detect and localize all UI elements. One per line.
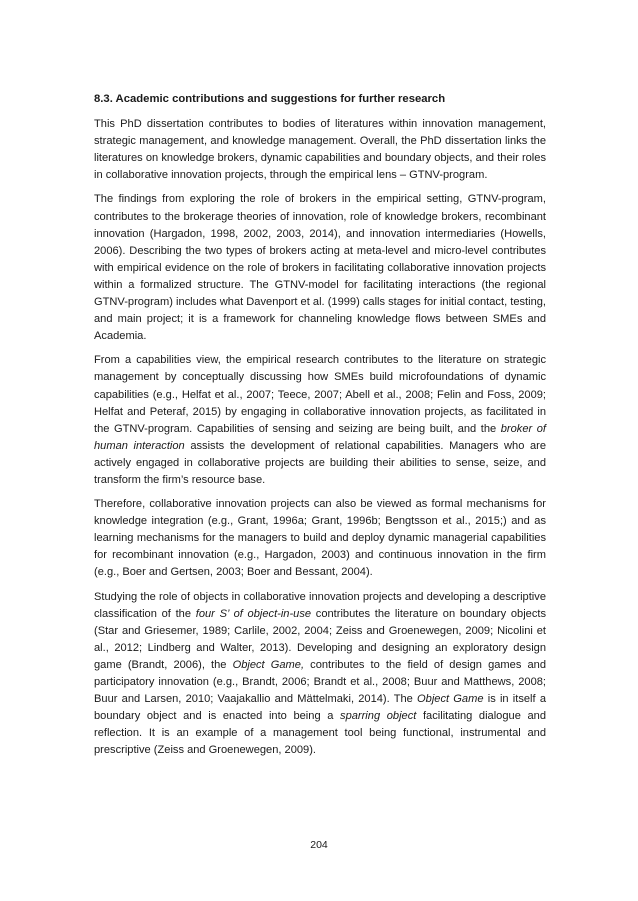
section-heading: 8.3. Academic contributions and suggestions for further research [94,93,446,105]
text-segment: contributes the literature on boundary objects (Star and Griesemer, 1989; Carlile, 2002, 2004; Zeiss and Groenewegen, 2009; Nicolini et al., 2012; Lindberg and Walter, 2013). Developing and designing an exploratory design game (Brandt, 2006), the [94,607,547,671]
text-segment: Therefore, collaborative innovation projects can also be viewed as formal mechanisms for knowledge integration (e.g., Grant, 1996a; Grant, 1996b; Bengtsson et al., 2015;) and as learning mechanisms for the managers to build and deploy dynamic managerial capabilities for recombinant innovation (e.g., Hargadon, 2003) and continuous innovation in the firm (e.g., Boer and Gertsen, 2003; Boer and Bessant, 2004). [94,498,546,579]
text-segment: From a capabilities view, the empirical research contributes to the literature on strategic management by conceptually discussing how SMEs build microfoundations of dynamic capabilities (e.g., Helfat et al., 2007; Teece, 2007; Abell et al., 2008; Felin and Foss, 2009; Helfat and Peteraf, 2015) by engaging in collaborative innovation projects, as facilitated in the GTNV-program. Capabilities of sensing and seizing are being built, and the [94,354,546,435]
italic-text: four S’ of object-in-use [195,607,312,620]
text-segment: assists the development of relational capabilities. Managers who are actively engaged in collaborative projects are building their abilities to sense, seize, and transform the firm’s resource base. [94,439,547,486]
italic-text: Object Game [417,693,484,706]
text-segment: Studying the role of objects in collaborative innovation projects and developing a descriptive classification of the [94,590,546,620]
paragraph [94,352,546,489]
italic-text: sparring object [340,710,417,723]
italic-text: broker of human interaction [94,422,546,452]
body-text [94,116,546,759]
text-segment: is in itself a boundary object and is enacted into being a [94,693,546,723]
page-content [94,91,546,766]
paragraph [94,496,546,581]
text-segment: The findings from exploring the role of brokers in the empirical setting, GTNV-program, contributes to the brokerage theories of innovation, role of knowledge brokers, recombinant innovation (Hargadon, 1998, 2002, 2003, 2014), and innovation intermediaries (Howells, 2006). Describing the two types of brokers acting at meta-level and micro-level contributes with empirical evidence on the role of brokers in facilitating collaborative innovation projects within a formalized structure. The GTNV-model for facilitating interactions (the regional GTNV-program) includes what Davenport et al. (1999) calls stages for initial contact, testing, and main project; it is a framework for channeling knowledge flows between SMEs and Academia. [94,193,546,343]
text-segment: facilitating dialogue and reflection. It is an example of a management tool being functional, instrumental and prescriptive (Zeiss and Groenewegen, 2009). [94,710,546,757]
text-segment: This PhD dissertation contributes to bodies of literatures within innovation management, strategic management, and knowledge management. Overall, the PhD dissertation links the literatures on knowledge brokers, dynamic capabilities and boundary objects, and their roles in collaborative innovation projects, through the empirical lens – GTNV-program. [94,118,546,182]
page-number: 204 [310,839,328,851]
italic-text: Object Game, [232,658,305,671]
text-segment: contributes to the field of design games and participatory innovation (e.g., Brandt, 2006; Brandt et al., 2008; Buur and Matthews, 2008; Buur and Larsen, 2010; Vaajakallio and Mättelmaki, 2014). The [94,658,547,706]
paragraph [94,116,546,184]
paragraph [94,191,546,345]
paragraph [94,589,546,760]
